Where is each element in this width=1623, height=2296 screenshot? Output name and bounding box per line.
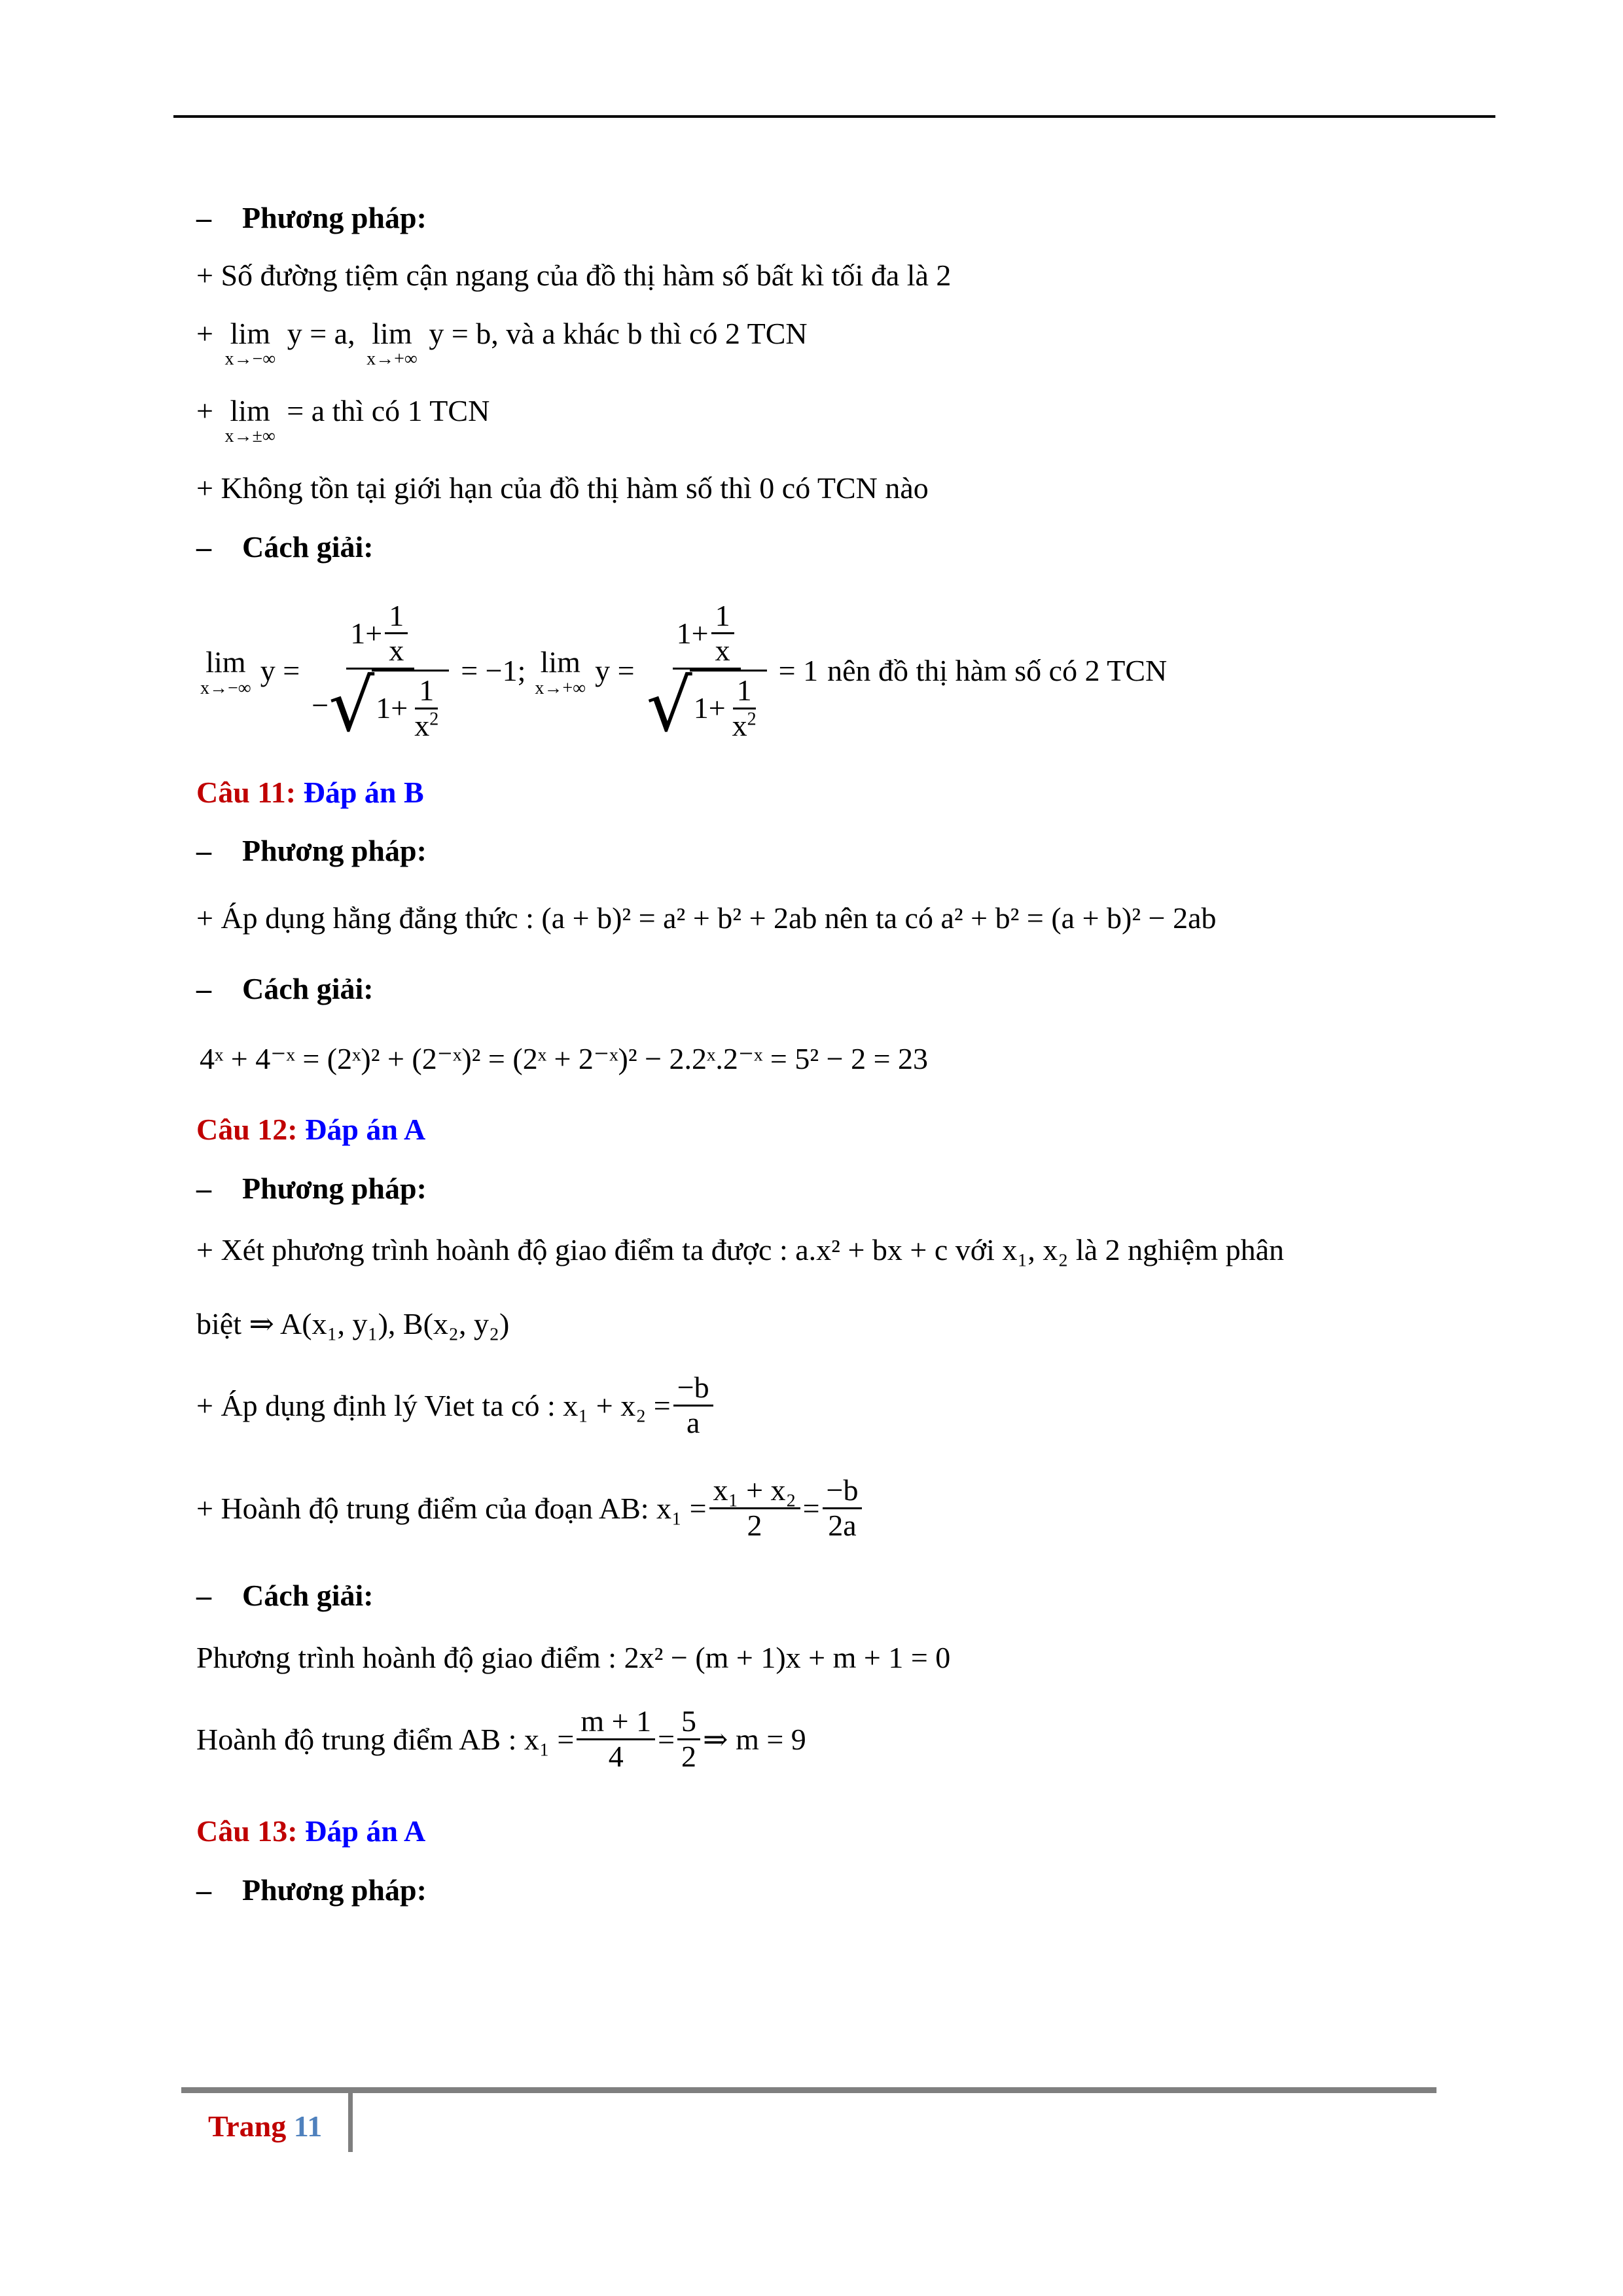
solution-heading-12: – Cách giải: [196, 1579, 374, 1612]
method-line-1: + Số đường tiệm cận ngang của đồ thị hàm số bất kì tối đa là 2 [196, 259, 952, 292]
header-rule [173, 115, 1495, 118]
q11-method-line: + Áp dụng hằng đẳng thức : (a + b)² = a² + b² + 2ab nên ta có a² + b² = (a + b)² − 2ab [196, 901, 1217, 935]
question-11-heading: Câu 11: Đáp án B [196, 776, 424, 809]
limit-plus-inf: lim x→+∞ [366, 317, 418, 370]
midpoint-fraction-1: $\frac{\text{x₁ + x₂}}{2}$ [709, 1474, 800, 1542]
solution-fraction-1: $\frac{m + 1}{4}$ [577, 1705, 655, 1773]
page-word: Trang [208, 2109, 287, 2143]
footer-rule [181, 2087, 1436, 2093]
solution-fraction-2: $\frac{5}{2}$ [677, 1705, 700, 1773]
method-heading-12: – Phương pháp: [196, 1172, 427, 1205]
q11-formula: 4ˣ + 4⁻ˣ = (2ˣ)² + (2⁻ˣ)² = (2ˣ + 2⁻ˣ)² − 2.2ˣ.2⁻ˣ = 5² − 2 = 23 [200, 1042, 929, 1075]
solution-heading-11: – Cách giải: [196, 972, 374, 1005]
q12-method-line-4: + Hoành độ trung điểm của đoạn AB: x₁ = $\frac{\text{x₁ + x₂}}{2}$ = $\frac{-b}{2a}$ [196, 1474, 865, 1542]
solution-heading-10: – Cách giải: [196, 530, 374, 564]
fraction-right: 1+ $\frac{1}{x}$ √ 1+ $\frac{1}{x^2}$ [643, 600, 771, 742]
method-heading-10: – Phương pháp: [196, 201, 427, 234]
limit-pm-inf: lim x→±∞ [224, 394, 276, 447]
limit-minus-inf: lim x→−∞ [224, 317, 276, 370]
method-heading-13: – Phương pháp: [196, 1873, 427, 1907]
question-13-heading: Câu 13: Đáp án A [196, 1814, 426, 1848]
method-line-2: + lim x→−∞ y = a, lim x→+∞ y = b, và a khác b thì có 2 TCN [196, 317, 808, 370]
viet-fraction: $\frac{-b}{a}$ [673, 1371, 713, 1439]
footer-divider [348, 2090, 353, 2152]
q12-method-line-2: biệt ⇒ A(x₁, y₁), B(x₂, y₂) [196, 1307, 510, 1340]
q12-solution-line-2: Hoành độ trung điểm AB : x₁ = $\frac{m + 1}{4}$ = $\frac{5}{2}$ ⇒ m = 9 [196, 1704, 806, 1773]
q12-method-line-3: + Áp dụng định lý Viet ta có : x₁ + x₂ = $\frac{-b}{a}$ [196, 1371, 716, 1439]
q12-method-line-1: + Xét phương trình hoành độ giao điểm ta được : a.x² + bx + c với x₁, x₂ là 2 nghiệm phân [196, 1233, 1285, 1266]
page-number: 11 [293, 2109, 323, 2143]
question-12-heading: Câu 12: Đáp án A [196, 1113, 426, 1146]
q12-solution-line-1: Phương trình hoành độ giao điểm : 2x² − (m + 1)x + m + 1 = 0 [196, 1641, 951, 1674]
method-line-4: + Không tồn tại giới hạn của đồ thị hàm số thì 0 có TCN nào [196, 471, 929, 505]
method-heading-11: – Phương pháp: [196, 834, 427, 867]
method-line-3: + lim x→±∞ = a thì có 1 TCN [196, 394, 490, 447]
midpoint-fraction-2: $\frac{-b}{2a}$ [823, 1474, 863, 1542]
asymptote-formula: lim x→−∞ y = 1+ $\frac{1}{x}$ − √ 1+ $\frac{1}{x^2}$ = −1; lim x→+∞ y = 1+ $\frac{1}{x}$ √ 1+ $\frac{1}{x^2}$ = 1 nên đồ thị hàm số có 2 TCN [200, 598, 1168, 747]
page-footer [208, 2109, 322, 2144]
fraction-left: 1+ $\frac{1}{x}$ − √ 1+ $\frac{1}{x^2}$ [308, 600, 453, 742]
